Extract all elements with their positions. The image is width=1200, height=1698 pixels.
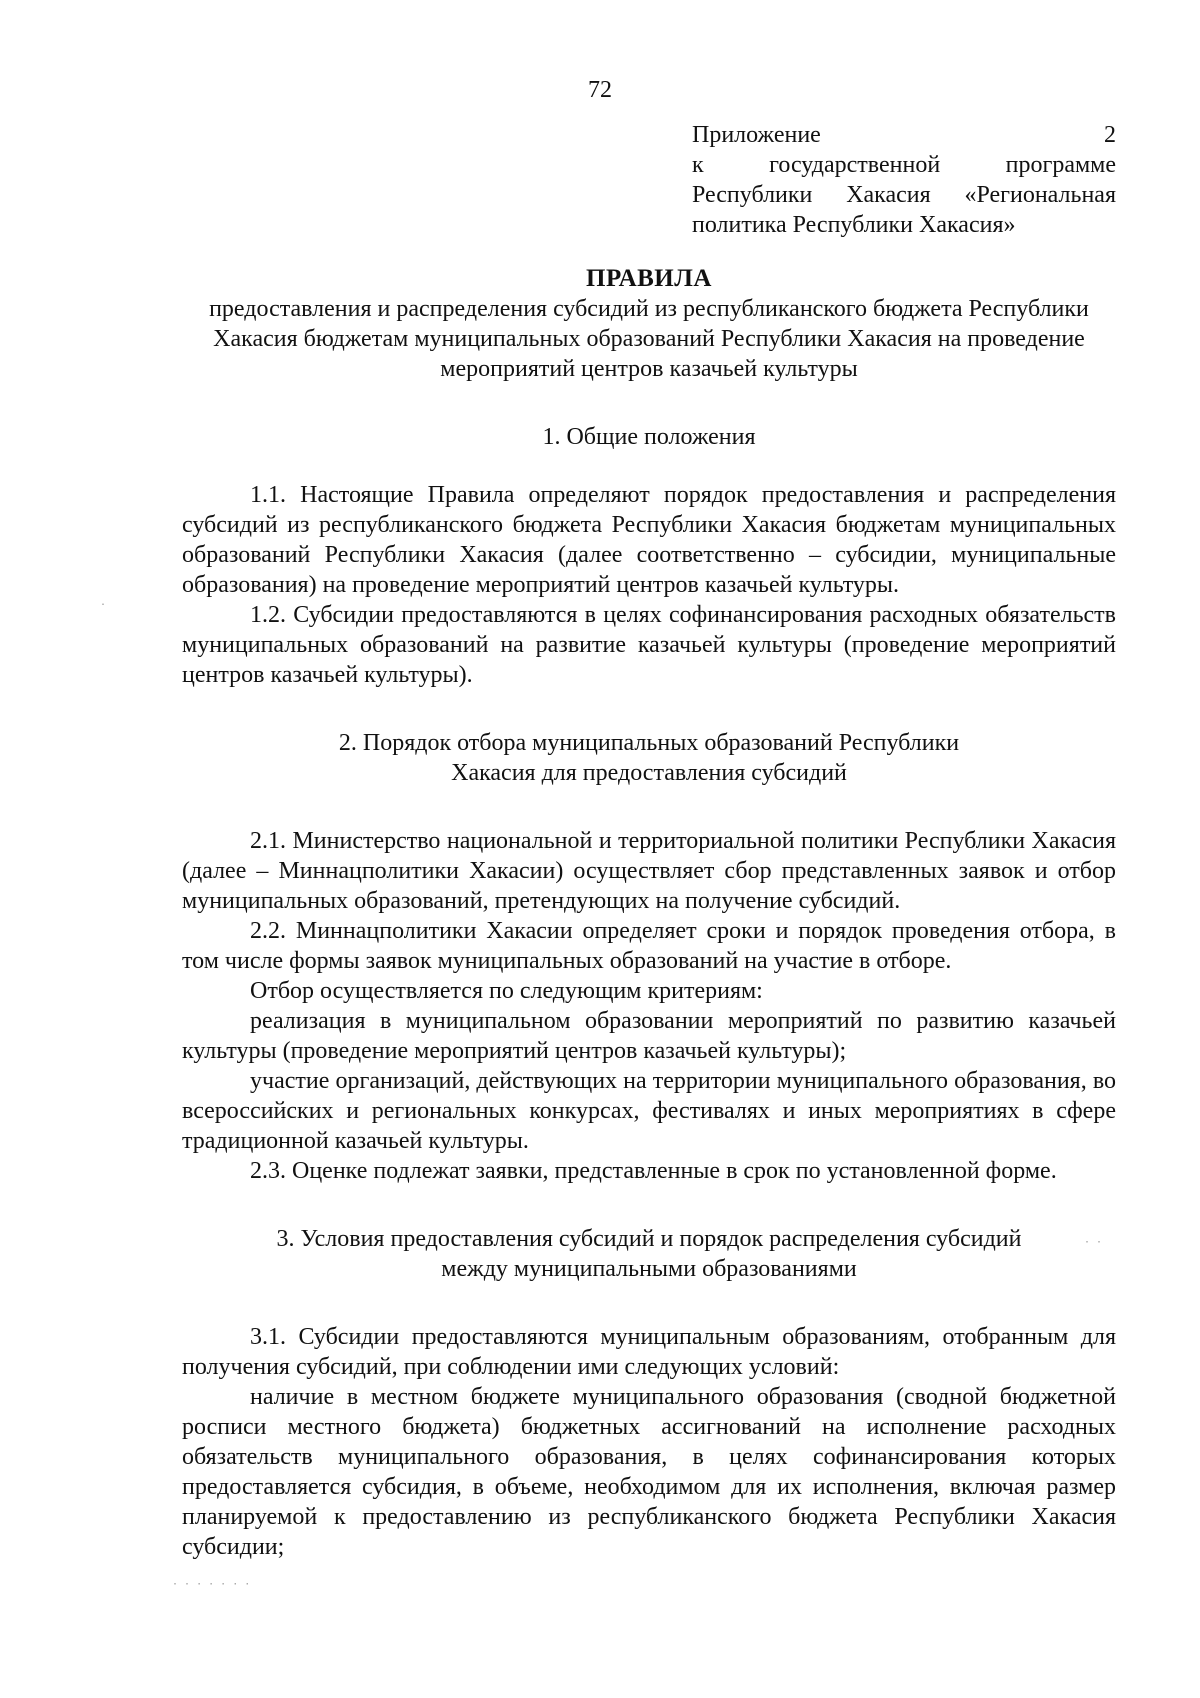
section-heading-1: 1. Общие положения (542, 424, 756, 450)
appendix-note (692, 120, 1116, 240)
paragraph: 2.3. Оценке подлежат заявки, представленные в срок по установленной форме. (250, 1158, 1057, 1184)
paragraph: участие организаций, действующих на территории муниципального образования, во всероссийских и региональных конкурсах, фестивалях и иных мероприятиях в сфере традиционной казачьей культуры. (182, 1068, 1116, 1154)
scan-speck: · · (1084, 1237, 1103, 1248)
scan-speck: . (100, 597, 107, 608)
paragraph: 1.2. Субсидии предоставляются в целях софинансирования расходных обязательств муниципальных образований на развитие казачьей культуры (проведение мероприятий центров казачьей культуры). (182, 602, 1116, 688)
section-heading-2: 2. Порядок отбора муниципальных образований Республики Хакасия для предоставления субсидий (338, 730, 960, 786)
paragraph: реализация в муниципальном образовании мероприятий по развитию казачьей культуры (проведение мероприятий центров казачьей культуры); (182, 1008, 1116, 1064)
paragraph: 1.1. Настоящие Правила определяют порядок предоставления и распределения субсидий из республиканского бюджета Республики Хакасия бюджетам муниципальных образований Республики Хакасия (далее соответственно – субсидии, муниципальные образования) на проведение мероприятий центров казачьей культуры. (182, 482, 1116, 598)
document-body (182, 264, 1116, 1562)
appendix-line: к государственной программе (692, 152, 1116, 178)
appendix-line: политика Республики Хакасия» (692, 212, 1016, 238)
paragraph: 2.1. Министерство национальной и территориальной политики Республики Хакасия (далее – Миннацполитики Хакасии) осуществляет сбор представленных заявок и отбор муниципальных образований, претендующих на получение субсидий. (182, 828, 1116, 914)
page-number: 72 (588, 77, 612, 103)
document-title: ПРАВИЛА (586, 265, 712, 292)
paragraph: 2.2. Миннацполитики Хакасии определяет сроки и порядок проведения отбора, в том числе формы заявок муниципальных образований на участие в отборе. (182, 918, 1116, 974)
appendix-line: Приложение 2 (692, 122, 1116, 148)
paragraph: наличие в местном бюджете муниципального образования (сводной бюджетной росписи местного бюджета) бюджетных ассигнований на исполнение расходных обязательств муниципального образования, в целях софинансирования которых предоставляется субсидия, в объеме, необходимом для их исполнения, включая размер планируемой к предоставлению из республиканского бюджета Республики Хакасия субсидии; (182, 1384, 1116, 1560)
appendix-line: Республики Хакасия «Региональная (692, 182, 1116, 208)
scan-speck: · · · · · · · (172, 1579, 251, 1590)
paragraph: 3.1. Субсидии предоставляются муниципальным образованиям, отобранным для получения субсидий, при соблюдении ими следующих условий: (182, 1324, 1116, 1380)
document-subtitle: предоставления и распределения субсидий из республиканского бюджета Республики Хакасия бюджетам муниципальных образований Республики Хакасия на проведение мероприятий центров казачьей культуры (209, 296, 1089, 382)
paragraph: Отбор осуществляется по следующим критериям: (250, 978, 763, 1004)
section-heading-3: 3. Условия предоставления субсидий и порядок распределения субсидий между муниципальными образованиями (276, 1226, 1022, 1282)
